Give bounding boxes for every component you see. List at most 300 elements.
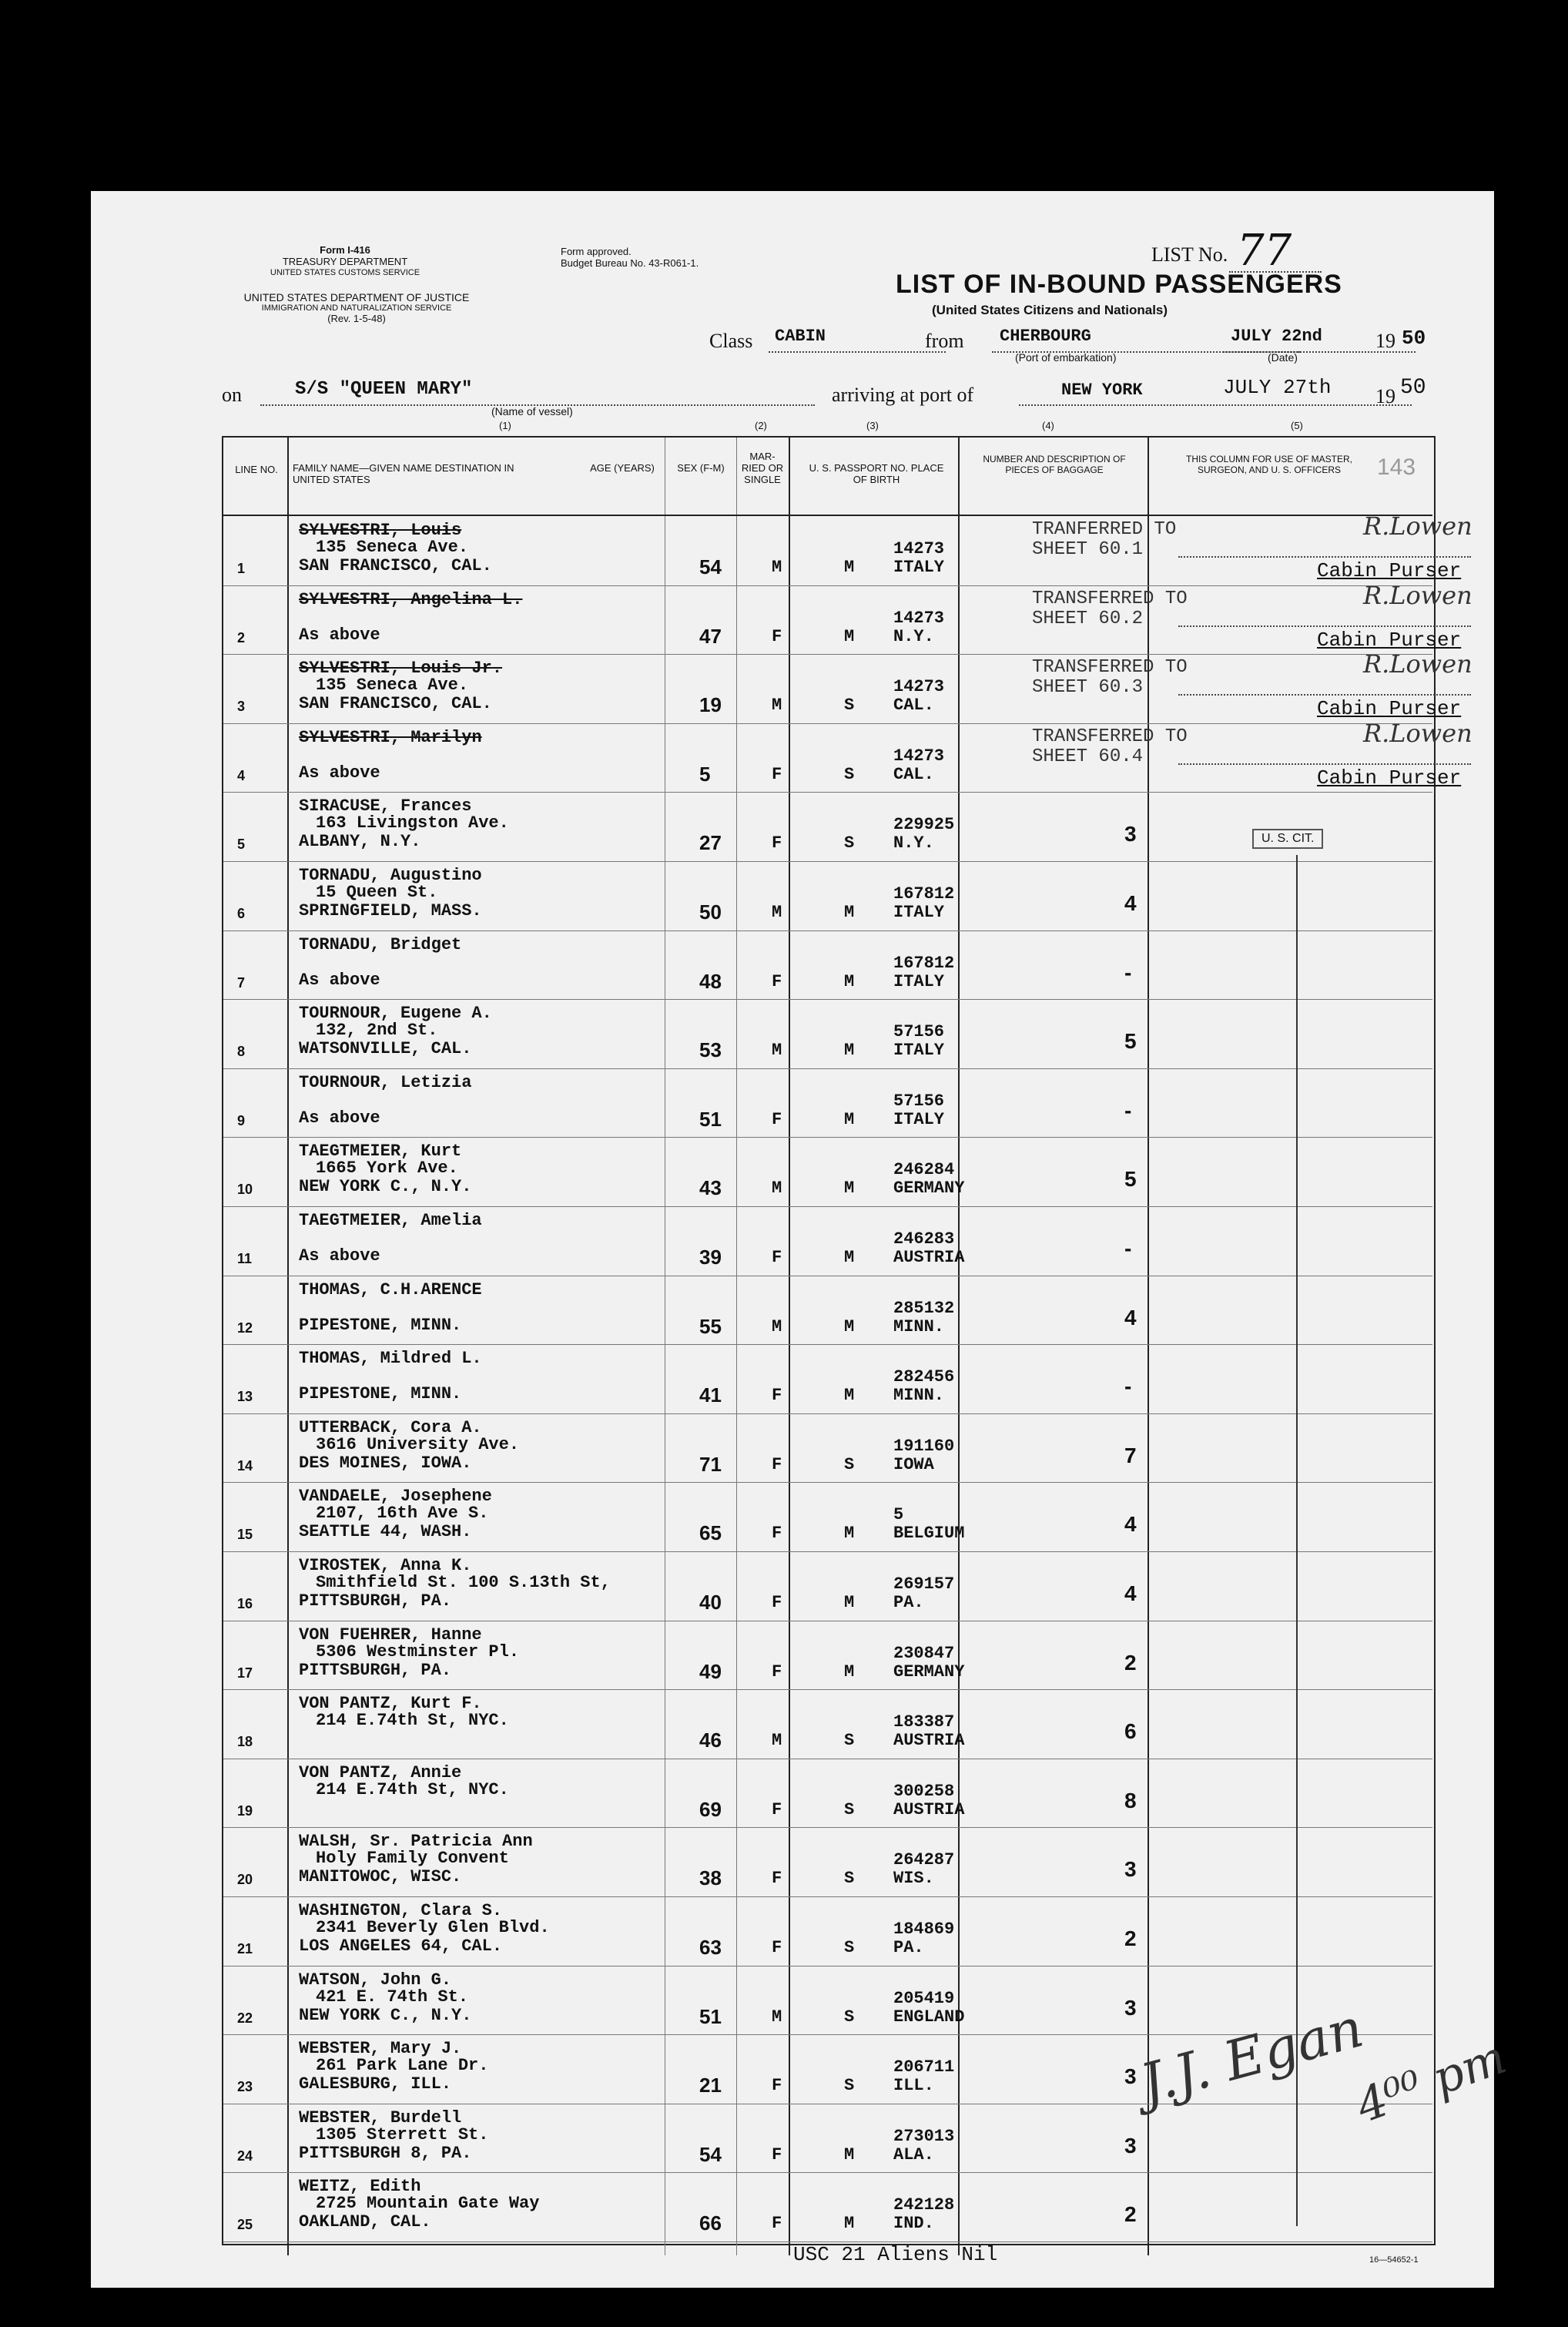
passenger-name: WEITZ, Edith — [299, 2177, 421, 2197]
officer-stamp-number: 143 — [1377, 454, 1416, 480]
marital-status: M — [844, 903, 855, 922]
marital-status: S — [844, 1869, 855, 1889]
place-of-birth: AUSTRIA — [893, 1731, 965, 1751]
line-number: 14 — [237, 1457, 253, 1474]
line-number: 5 — [237, 837, 246, 853]
address-line: 3616 University Ave. — [316, 1434, 520, 1454]
age: 27 — [699, 831, 722, 855]
passenger-name: SYLVESTRI, Louis Jr. — [299, 659, 503, 679]
destination: PIPESTONE, MINN. — [299, 1315, 462, 1335]
baggage-count: 3 — [1124, 2064, 1137, 2089]
table-row — [223, 999, 1432, 1069]
place-of-birth: ITALY — [893, 971, 945, 991]
age: 69 — [699, 1797, 722, 1821]
destination: SPRINGFIELD, MASS. — [299, 901, 482, 920]
marital-status: S — [844, 1938, 855, 1957]
transfer-dots — [1178, 763, 1471, 765]
line-number: 25 — [237, 2217, 253, 2233]
passenger-name: WATSON, John G. — [299, 1970, 452, 1990]
line-number: 6 — [237, 906, 246, 921]
marital-status: S — [844, 2007, 855, 2027]
place-of-birth: ITALY — [893, 558, 945, 577]
address-line: 2107, 16th Ave S. — [316, 1504, 489, 1524]
table-row — [223, 1689, 1432, 1759]
approval-block — [561, 246, 699, 270]
baggage-count: 8 — [1124, 1788, 1137, 1812]
passenger-list-sheet — [91, 191, 1513, 2288]
marital-status: S — [844, 1454, 855, 1474]
marital-status: M — [844, 2144, 855, 2164]
passenger-name: VANDAELE, Josephene — [299, 1487, 492, 1507]
line-number: 19 — [237, 1802, 253, 1819]
line-number: 22 — [237, 2010, 253, 2026]
age: 66 — [699, 2211, 722, 2235]
passport-number: 246283 — [893, 1229, 955, 1249]
destination: WATSONVILLE, CAL. — [299, 1039, 472, 1059]
passport-number: 191160 — [893, 1436, 955, 1456]
passenger-name: SYLVESTRI, Angelina L. — [299, 589, 523, 609]
passport-number: 167812 — [893, 884, 955, 904]
marital-status: M — [844, 1661, 855, 1682]
list-subtitle: (United States Citizens and Nationals) — [932, 303, 1168, 317]
footer-note: USC 21 Aliens Nil — [793, 2243, 998, 2266]
purser-title: Cabin Purser — [1317, 559, 1462, 582]
inspector-signature: J.J. Egan — [1134, 1996, 1370, 2116]
budget-bureau: Budget Bureau No. 43-R061-1. — [561, 257, 699, 269]
passenger-name: THOMAS, Mildred L. — [299, 1349, 482, 1369]
age: 46 — [699, 1728, 722, 1752]
place-of-birth: PA. — [893, 1593, 924, 1612]
form-revision: (Rev. 1-5-48) — [327, 312, 386, 324]
destination: SEATTLE 44, WASH. — [299, 1522, 472, 1542]
sex: F — [772, 1938, 782, 1957]
sex: F — [772, 1661, 782, 1682]
sex: F — [772, 1109, 782, 1129]
address-line: Holy Family Convent — [316, 1849, 509, 1869]
passenger-name: VON PANTZ, Annie — [299, 1762, 462, 1782]
baggage-count: 5 — [1124, 1029, 1137, 1054]
place-of-birth: GERMANY — [893, 1661, 965, 1682]
place-of-birth: ENGLAND — [893, 2007, 965, 2027]
address-line: 132, 2nd St. — [316, 1021, 438, 1041]
age: 53 — [699, 1038, 722, 1062]
table-row — [223, 1206, 1432, 1276]
address-line: Smithfield St. 100 S.13th St, — [316, 1573, 611, 1592]
passenger-name: WEBSTER, Burdell — [299, 2107, 462, 2127]
transfer-note-line1: TRANSFERRED TO — [1032, 588, 1188, 609]
age: 5 — [699, 762, 711, 786]
passport-number: 300258 — [893, 1781, 955, 1801]
port-caption: (Port of embarkation) — [1015, 351, 1117, 364]
table-row — [223, 580, 1473, 656]
destination: NEW YORK C., N.Y. — [299, 2005, 472, 2025]
marital-status: M — [844, 1179, 855, 1199]
age: 65 — [699, 1521, 722, 1545]
class-value: CABIN — [775, 327, 826, 346]
hdr-name: FAMILY NAME—GIVEN NAME DESTINATION IN UNITED STATES — [293, 462, 514, 485]
footer-code: 16—54652-1 — [1369, 2255, 1419, 2265]
address-line: 163 Livingston Ave. — [316, 813, 509, 833]
passport-number: 57156 — [893, 1022, 945, 1042]
place-of-birth: CAL. — [893, 696, 934, 716]
destination: As above — [299, 970, 380, 990]
purser-signature: R.Lowen — [1363, 580, 1473, 610]
sex: F — [772, 2214, 782, 2234]
purser-title: Cabin Purser — [1317, 766, 1462, 790]
marital-status: S — [844, 764, 855, 784]
sex: F — [772, 2144, 782, 2164]
table-row — [223, 1137, 1432, 1207]
passenger-name: WALSH, Sr. Patricia Ann — [299, 1832, 533, 1852]
passenger-name: VIROSTEK, Anna K. — [299, 1556, 472, 1575]
age: 55 — [699, 1314, 722, 1338]
destination: MANITOWOC, WISC. — [299, 1867, 462, 1887]
table-row — [223, 649, 1473, 724]
destination: PIPESTONE, MINN. — [299, 1384, 462, 1404]
destination: SAN FRANCISCO, CAL. — [299, 556, 492, 575]
arrival-date: JULY 27th — [1223, 376, 1332, 399]
col-num-2: (2) — [755, 420, 767, 431]
from-value: CHERBOURG — [1000, 327, 1091, 346]
table-row — [223, 2172, 1432, 2242]
marital-status: M — [844, 1593, 855, 1612]
vessel-name: S/S "QUEEN MARY" — [295, 379, 473, 400]
passport-number: 273013 — [893, 2126, 955, 2146]
marital-status: M — [844, 1386, 855, 1406]
age: 50 — [699, 900, 722, 924]
sex: M — [772, 1316, 782, 1336]
passport-number: 14273 — [893, 677, 945, 697]
hdr-baggage: NUMBER AND DESCRIPTION OF PIECES OF BAGGAGE — [983, 454, 1126, 475]
baggage-count: 4 — [1124, 891, 1137, 915]
line-number: 12 — [237, 1319, 253, 1336]
address-line: 5306 Westminster Pl. — [316, 1641, 520, 1661]
line-number: 17 — [237, 1665, 253, 1681]
line-number: 23 — [237, 2079, 253, 2095]
arriving-label: arriving at port of — [832, 384, 974, 406]
place-of-birth: IOWA — [893, 1454, 934, 1474]
transfer-note-line2: SHEET 60.2 — [1032, 608, 1144, 629]
passenger-name: UTTERBACK, Cora A. — [299, 1417, 482, 1437]
sex: M — [772, 2007, 782, 2027]
destination: LOS ANGELES 64, CAL. — [299, 1936, 503, 1956]
table-row — [223, 792, 1432, 862]
sex: F — [772, 1799, 782, 1819]
hdr-sex: SEX (F-M) — [677, 462, 725, 474]
customs-service: UNITED STATES CUSTOMS SERVICE — [270, 267, 420, 277]
baggage-count: 3 — [1124, 1995, 1137, 2020]
sex: F — [772, 833, 782, 853]
table-row — [223, 1413, 1432, 1484]
age: 54 — [699, 555, 722, 578]
sex: F — [772, 1248, 782, 1267]
passport-number: 5 — [893, 1505, 904, 1525]
destination: SAN FRANCISCO, CAL. — [299, 694, 492, 714]
list-number: 77 — [1237, 226, 1292, 276]
passport-number: 246284 — [893, 1160, 955, 1180]
passport-number: 285132 — [893, 1298, 955, 1318]
date-caption: (Date) — [1268, 351, 1298, 364]
line-number: 11 — [237, 1251, 253, 1266]
marital-status: S — [844, 2076, 855, 2096]
line-number: 15 — [237, 1527, 253, 1543]
table-row — [223, 1068, 1432, 1138]
purser-signature: R.Lowen — [1363, 511, 1473, 541]
address-line: 261 Park Lane Dr. — [316, 2056, 489, 2076]
destination: As above — [299, 763, 380, 783]
address-line: 2725 Mountain Gate Way — [316, 2194, 540, 2214]
transfer-dots — [1178, 625, 1471, 627]
place-of-birth: ITALY — [893, 1109, 945, 1129]
passport-number: 14273 — [893, 746, 945, 766]
address-line: 15 Queen St. — [316, 883, 438, 902]
sex: F — [772, 971, 782, 991]
address-line: 2341 Beverly Glen Blvd. — [316, 1918, 550, 1937]
passport-number: 14273 — [893, 539, 945, 558]
address-line: 135 Seneca Ave. — [316, 538, 469, 557]
destination: ALBANY, N.Y. — [299, 832, 421, 852]
list-title: LIST OF IN-BOUND PASSENGERS — [896, 270, 1342, 299]
age: 41 — [699, 1383, 722, 1407]
sex: F — [772, 1386, 782, 1406]
passport-number: 57156 — [893, 1091, 945, 1111]
table-row — [223, 1276, 1432, 1346]
place-of-birth: AUSTRIA — [893, 1799, 965, 1819]
transfer-note-line1: TRANFERRED TO — [1032, 519, 1177, 540]
table-row — [223, 861, 1432, 931]
place-of-birth: WIS. — [893, 1869, 934, 1889]
baggage-count: 2 — [1124, 2202, 1137, 2227]
passenger-name: SIRACUSE, Frances — [299, 796, 472, 816]
table-row — [223, 1759, 1432, 1829]
arrival-line — [1019, 404, 1412, 406]
form-approved: Form approved. — [561, 246, 632, 257]
baggage-count: 7 — [1124, 1443, 1137, 1467]
table-row — [223, 1482, 1432, 1552]
col-num-4: (4) — [1042, 420, 1054, 431]
destination: GALESBURG, ILL. — [299, 2074, 452, 2094]
baggage-count: 6 — [1124, 1719, 1137, 1744]
from-label: from — [925, 330, 964, 352]
line-number: 8 — [237, 1044, 246, 1060]
place-of-birth: MINN. — [893, 1386, 945, 1406]
passenger-name: TOURNOUR, Letizia — [299, 1072, 472, 1092]
baggage-count: - — [1124, 1374, 1132, 1399]
place-of-birth: MINN. — [893, 1316, 945, 1336]
baggage-count: 5 — [1124, 1167, 1137, 1192]
marital-status: M — [844, 626, 855, 646]
transfer-note-line1: TRANSFERRED TO — [1032, 726, 1188, 747]
passport-number: 229925 — [893, 815, 955, 835]
hdr-officers: THIS COLUMN FOR USE OF MASTER, SURGEON, AND U. S. OFFICERS — [1185, 454, 1352, 475]
passenger-name: TORNADU, Bridget — [299, 934, 462, 954]
address-line: 1305 Sterrett St. — [316, 2124, 489, 2144]
list-number-label: LIST No. — [1151, 243, 1228, 266]
age: 63 — [699, 1936, 722, 1959]
destination: OAKLAND, CAL. — [299, 2212, 431, 2232]
baggage-count: 4 — [1124, 1581, 1137, 1605]
marital-status: M — [844, 1041, 855, 1061]
line-number: 18 — [237, 1734, 253, 1750]
passenger-name: WEBSTER, Mary J. — [299, 2039, 462, 2059]
table-row — [223, 1551, 1432, 1621]
age: 19 — [699, 693, 722, 717]
place-of-birth: ITALY — [893, 903, 945, 922]
transfer-note-line1: TRANSFERRED TO — [1032, 657, 1188, 679]
passport-number: 230847 — [893, 1643, 955, 1663]
address-line: 135 Seneca Ave. — [316, 676, 469, 696]
sex: M — [772, 558, 782, 577]
baggage-count: 3 — [1124, 822, 1137, 847]
destination: As above — [299, 1246, 380, 1266]
form-block — [206, 245, 484, 278]
transfer-note-line2: SHEET 60.3 — [1032, 677, 1144, 699]
col-num-3: (3) — [866, 420, 879, 431]
sex: F — [772, 1524, 782, 1544]
marital-status: M — [844, 1316, 855, 1336]
arrival-year-prefix: 19 — [1375, 385, 1395, 407]
sex: F — [772, 2076, 782, 2096]
age: 38 — [699, 1866, 722, 1890]
destination: PITTSBURGH, PA. — [299, 1660, 452, 1680]
passport-number: 264287 — [893, 1850, 955, 1870]
transfer-note-line2: SHEET 60.1 — [1032, 539, 1144, 560]
age: 47 — [699, 624, 722, 648]
marital-status: M — [844, 971, 855, 991]
table-row — [223, 718, 1473, 793]
marital-status: M — [844, 1109, 855, 1129]
sex: F — [772, 1869, 782, 1889]
passenger-name: TAEGTMEIER, Kurt — [299, 1142, 462, 1162]
sex: M — [772, 696, 782, 716]
treasury-dept: TREASURY DEPARTMENT — [282, 255, 408, 267]
baggage-count: - — [1124, 960, 1132, 984]
line-number: 4 — [237, 767, 246, 783]
inspection-time: 4⁰⁰ pm — [1349, 2030, 1513, 2134]
line-number: 10 — [237, 1182, 253, 1198]
form-number: Form I-416 — [320, 244, 370, 256]
destination: As above — [299, 1108, 380, 1128]
col-num-1: (1) — [499, 420, 511, 431]
place-of-birth: AUSTRIA — [893, 1248, 965, 1267]
line-number: 3 — [237, 699, 246, 715]
sex: F — [772, 764, 782, 784]
line-number: 16 — [237, 1596, 253, 1611]
sex: F — [772, 1593, 782, 1612]
address-line: 214 E.74th St, NYC. — [316, 1711, 509, 1731]
marital-status: M — [844, 558, 855, 577]
justice-block — [218, 291, 495, 325]
on-label: on — [222, 384, 242, 406]
destination: PITTSBURGH, PA. — [299, 1591, 452, 1611]
age: 21 — [699, 2074, 722, 2097]
marital-status: S — [844, 696, 855, 716]
place-of-birth: CAL. — [893, 764, 934, 784]
hdr-line: LINE NO. — [235, 464, 278, 475]
place-of-birth: BELGIUM — [893, 1524, 965, 1544]
passport-number: 184869 — [893, 1920, 955, 1939]
destination: DES MOINES, IOWA. — [299, 1453, 472, 1473]
table-row — [223, 511, 1473, 586]
us-cit-stamp: U. S. CIT. — [1252, 829, 1323, 849]
passenger-name: TOURNOUR, Eugene A. — [299, 1004, 492, 1024]
place-of-birth: IND. — [893, 2214, 934, 2234]
baggage-count: 3 — [1124, 1857, 1137, 1882]
ins-service: IMMIGRATION AND NATURALIZATION SERVICE — [261, 303, 452, 314]
purser-title: Cabin Purser — [1317, 697, 1462, 721]
passport-number: 205419 — [893, 1988, 955, 2008]
purser-signature: R.Lowen — [1363, 649, 1473, 679]
sailing-year-prefix: 19 — [1375, 330, 1395, 352]
line-number: 2 — [237, 629, 246, 645]
age: 40 — [699, 1591, 722, 1614]
marital-status: M — [844, 1524, 855, 1544]
sex: M — [772, 1731, 782, 1751]
place-of-birth: ALA. — [893, 2144, 934, 2164]
line-number: 13 — [237, 1389, 253, 1405]
line-number: 24 — [237, 2148, 253, 2164]
destination: PITTSBURGH 8, PA. — [299, 2143, 472, 2163]
sex: F — [772, 1454, 782, 1474]
age: 71 — [699, 1452, 722, 1476]
passenger-name: VON PANTZ, Kurt F. — [299, 1694, 482, 1714]
passenger-name: SYLVESTRI, Louis — [299, 521, 462, 540]
destination: As above — [299, 625, 380, 645]
marital-status: S — [844, 1731, 855, 1751]
marital-status: S — [844, 833, 855, 853]
passport-number: 206711 — [893, 2057, 955, 2077]
transfer-dots — [1178, 694, 1471, 696]
marital-status: S — [844, 1799, 855, 1819]
sex: M — [772, 903, 782, 922]
age: 48 — [699, 969, 722, 993]
sailing-year: 50 — [1402, 327, 1426, 350]
table-row — [223, 1827, 1432, 1897]
table-row — [223, 1344, 1432, 1414]
passport-number: 242128 — [893, 2195, 955, 2215]
age: 43 — [699, 1176, 722, 1200]
line-number: 9 — [237, 1112, 246, 1128]
baggage-count: 4 — [1124, 1305, 1137, 1329]
place-of-birth: PA. — [893, 1938, 924, 1957]
vessel-caption: (Name of vessel) — [491, 405, 573, 417]
table-row — [223, 1621, 1432, 1691]
sex: M — [772, 1179, 782, 1199]
table-row — [223, 1896, 1432, 1967]
class-label: Class — [709, 330, 753, 352]
baggage-count: 4 — [1124, 1512, 1137, 1537]
hdr-age: AGE (YEARS) — [590, 462, 655, 474]
passport-number: 167812 — [893, 953, 955, 973]
transfer-note-line2: SHEET 60.4 — [1032, 746, 1144, 767]
address-line: 421 E. 74th St. — [316, 1987, 469, 2007]
marital-status: M — [844, 1248, 855, 1267]
sailing-date: JULY 22nd — [1231, 327, 1322, 346]
age: 51 — [699, 2004, 722, 2028]
passport-number: 183387 — [893, 1712, 955, 1732]
passenger-name: WASHINGTON, Clara S. — [299, 1901, 503, 1920]
baggage-count: - — [1124, 1098, 1132, 1122]
passenger-name: THOMAS, C.H.ARENCE — [299, 1279, 482, 1299]
baggage-count: 2 — [1124, 1926, 1137, 1950]
baggage-count: - — [1124, 1236, 1132, 1260]
purser-title: Cabin Purser — [1317, 628, 1462, 652]
place-of-birth: N.Y. — [893, 833, 934, 853]
justice-dept: UNITED STATES DEPARTMENT OF JUSTICE — [243, 291, 470, 303]
arrival-port: NEW YORK — [1061, 381, 1143, 400]
sex: M — [772, 1041, 782, 1061]
hdr-passport: U. S. PASSPORT NO. PLACE OF BIRTH — [809, 462, 944, 485]
